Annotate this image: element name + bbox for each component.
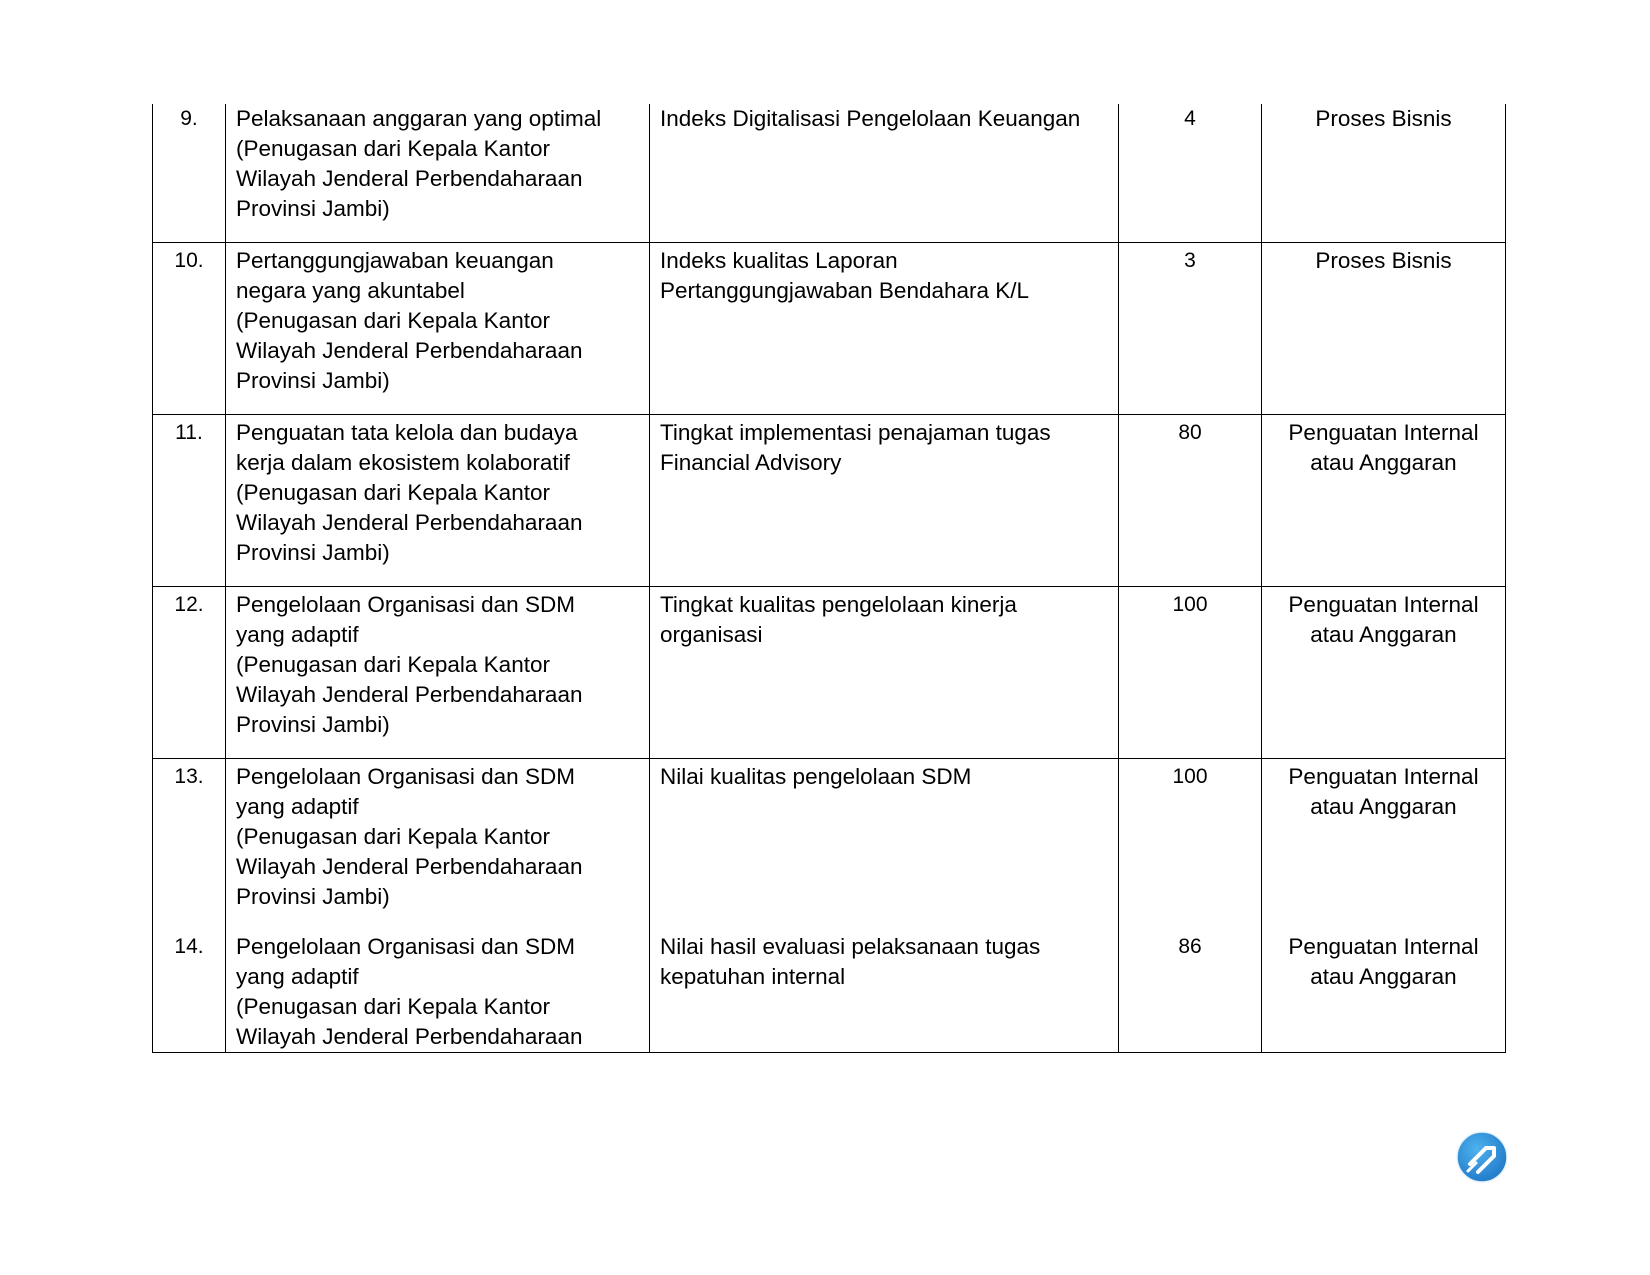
cell-text-line: Pertanggungjawaban keuangan (236, 248, 554, 273)
cell-text-line: Provinsi Jambi) (236, 884, 390, 909)
row-number-cell: 11. (153, 415, 226, 587)
strategic-goal-cell (226, 243, 650, 415)
cell-text-line: Tingkat kualitas pengelolaan kinerja (660, 592, 1017, 617)
table-row (153, 415, 1506, 587)
cell-text-line: Wilayah Jenderal Perbendaharaan (236, 682, 583, 707)
target-cell: 100 (1119, 587, 1262, 759)
cell-text-line: Pengelolaan Organisasi dan SDM (236, 764, 575, 789)
cell-text-line: Provinsi Jambi) (236, 540, 390, 565)
target-cell: 86 (1119, 925, 1262, 1053)
row-number-cell: 9. (153, 104, 226, 243)
row-number-cell: 14. (153, 925, 226, 1053)
cell-text-line: Provinsi Jambi) (236, 712, 390, 737)
cell-text-line: Penguatan Internal (1288, 934, 1479, 959)
perspective-cell (1262, 104, 1506, 243)
perspective-cell (1262, 243, 1506, 415)
strategic-goal-cell (226, 587, 650, 759)
cell-text-line: atau Anggaran (1310, 622, 1457, 647)
cell-text-line: kerja dalam ekosistem kolaboratif (236, 450, 570, 475)
cell-text-line: organisasi (660, 622, 763, 647)
strategic-goal-cell (226, 415, 650, 587)
scanner-app-logo-icon (1456, 1131, 1508, 1183)
table-row (153, 759, 1506, 926)
row-number-cell: 10. (153, 243, 226, 415)
cell-text-line: (Penugasan dari Kepala Kantor (236, 652, 550, 677)
cell-text-line: (Penugasan dari Kepala Kantor (236, 136, 550, 161)
cell-text-line: yang adaptif (236, 794, 359, 819)
perspective-cell (1262, 587, 1506, 759)
cell-text-line: Provinsi Jambi) (236, 368, 390, 393)
indicator-cell (650, 243, 1119, 415)
cell-text-line: Penguatan tata kelola dan budaya (236, 420, 578, 445)
indicator-cell (650, 759, 1119, 926)
cell-text-line: Penguatan Internal (1288, 592, 1479, 617)
cell-text-line: (Penugasan dari Kepala Kantor (236, 994, 550, 1019)
table-row (153, 587, 1506, 759)
cell-text-line: atau Anggaran (1310, 964, 1457, 989)
cell-text-line: (Penugasan dari Kepala Kantor (236, 480, 550, 505)
row-number-cell: 12. (153, 587, 226, 759)
perspective-cell (1262, 759, 1506, 926)
cell-text-line: Pengelolaan Organisasi dan SDM (236, 592, 575, 617)
cell-text-line: Penguatan Internal (1288, 420, 1479, 445)
indicator-table (152, 104, 1506, 1053)
indicator-cell (650, 104, 1119, 243)
cell-text-line: Indeks kualitas Laporan (660, 248, 898, 273)
cell-text-line: atau Anggaran (1310, 450, 1457, 475)
cell-text-line: Proses Bisnis (1315, 248, 1452, 273)
cell-text-line: Financial Advisory (660, 450, 842, 475)
indicator-cell (650, 925, 1119, 1053)
cell-text-line: Pelaksanaan anggaran yang optimal (236, 106, 602, 131)
row-number-cell: 13. (153, 759, 226, 926)
cell-text-line: Wilayah Jenderal Perbendaharaan (236, 166, 583, 191)
cell-text-line: Penguatan Internal (1288, 764, 1479, 789)
cell-text-line: Provinsi Jambi) (236, 196, 390, 221)
perspective-cell (1262, 415, 1506, 587)
cell-text-line: Proses Bisnis (1315, 106, 1452, 131)
cell-text-line: Indeks Digitalisasi Pengelolaan Keuangan (660, 106, 1081, 131)
cell-text-line: Wilayah Jenderal Perbendaharaan (236, 1024, 583, 1049)
table-row (153, 104, 1506, 243)
cell-text-line: yang adaptif (236, 964, 359, 989)
target-cell: 4 (1119, 104, 1262, 243)
indicator-cell (650, 415, 1119, 587)
table-row (153, 243, 1506, 415)
cell-text-line: negara yang akuntabel (236, 278, 465, 303)
target-cell: 100 (1119, 759, 1262, 926)
indicator-table-body (153, 104, 1506, 1053)
table-row (153, 925, 1506, 1053)
strategic-goal-cell (226, 759, 650, 926)
cell-text-line: Wilayah Jenderal Perbendaharaan (236, 854, 583, 879)
strategic-goal-cell (226, 925, 650, 1053)
indicator-cell (650, 587, 1119, 759)
cell-text-line: Nilai kualitas pengelolaan SDM (660, 764, 972, 789)
strategic-goal-cell (226, 104, 650, 243)
cell-text-line: atau Anggaran (1310, 794, 1457, 819)
cell-text-line: Nilai hasil evaluasi pelaksanaan tugas (660, 934, 1041, 959)
cell-text-line: (Penugasan dari Kepala Kantor (236, 824, 550, 849)
cell-text-line: (Penugasan dari Kepala Kantor (236, 308, 550, 333)
perspective-cell (1262, 925, 1506, 1053)
cell-text-line: Wilayah Jenderal Perbendaharaan (236, 510, 583, 535)
cell-text-line: Pertanggungjawaban Bendahara K/L (660, 278, 1030, 303)
cell-text-line: Pengelolaan Organisasi dan SDM (236, 934, 575, 959)
target-cell: 3 (1119, 243, 1262, 415)
cell-text-line: kepatuhan internal (660, 964, 846, 989)
cell-text-line: Wilayah Jenderal Perbendaharaan (236, 338, 583, 363)
target-cell: 80 (1119, 415, 1262, 587)
cell-text-line: yang adaptif (236, 622, 359, 647)
cell-text-line: Tingkat implementasi penajaman tugas (660, 420, 1051, 445)
